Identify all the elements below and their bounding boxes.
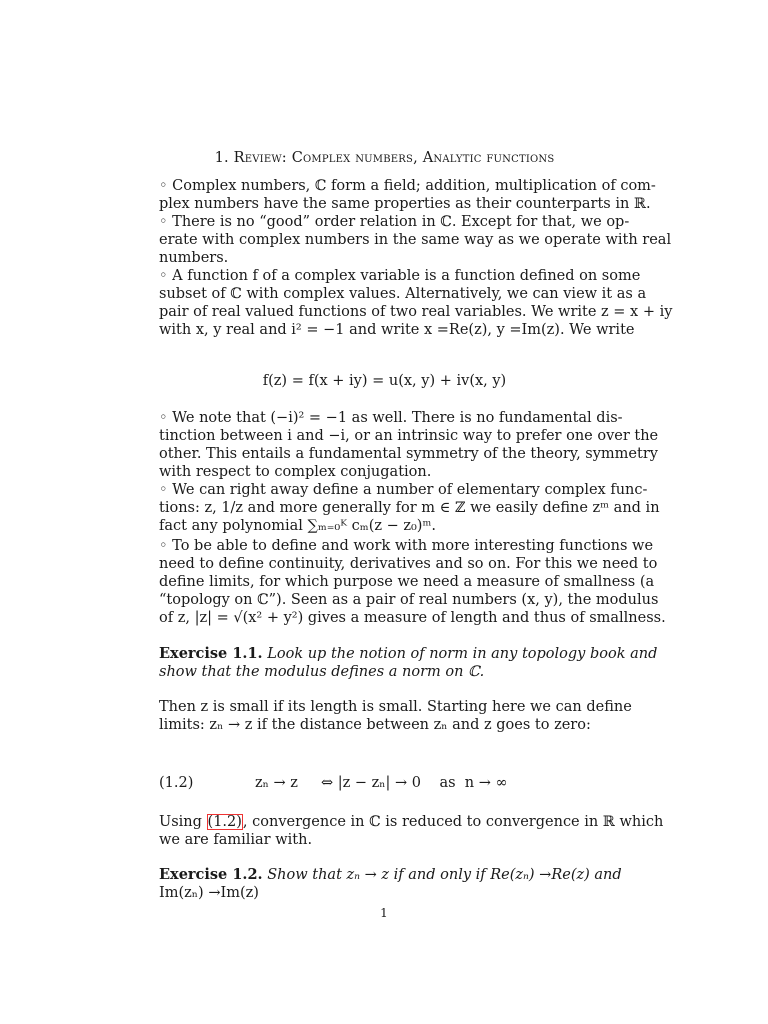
exercise-line: Im(zₙ) →Im(z) [159,885,259,901]
exercise-line [159,866,622,884]
paragraph-line: ◦ Complex numbers, ℂ form a field; addition, multiplication of com- [159,178,656,194]
exercise-1-1 [159,645,658,681]
paragraph-line: pair of real valued functions of two real variables. We write z = x + iy [159,304,673,320]
paragraph-4 [159,409,659,481]
paragraph-line: tinction between i and −i, or an intrinsic way to prefer one over the [159,428,659,444]
paragraph-line: define limits, for which purpose we need a measure of smallness (a [159,574,655,590]
exercise-1-2 [159,866,622,902]
paragraph-line: ◦ To be able to define and work with more interesting functions we [159,538,654,554]
paragraph-2 [159,213,672,267]
equation-fz-text: f(z) = f(x + iy) = u(x, y) + iv(x, y) [262,373,507,389]
paragraph-line: of z, |z| = √(x² + y²) gives a measure of length and thus of smallness. [159,610,666,626]
equation-fz [159,372,610,390]
equation-reference-link[interactable]: (1.2) [207,814,242,830]
paragraph-line: plex numbers have the same properties as their counterparts in ℝ. [159,196,651,212]
paragraph-line: numbers. [159,250,229,266]
exercise-line [159,663,610,681]
paragraph-line: ◦ A function f of a complex variable is a function defined on some [159,268,641,284]
page-number: 1 [380,906,388,920]
paragraph-line: need to define continuity, derivatives and so on. For this we need to [159,556,658,572]
paragraph-line: other. This entails a fundamental symmetry of the theory, symmetry [159,446,658,462]
paragraph-8 [159,813,664,849]
equation-tag: (1.2) [159,775,194,791]
exercise-text: show that the modulus defines a norm on ℂ. [159,664,485,680]
paragraph-line: we are familiar with. [159,832,313,848]
paragraph-line: erate with complex numbers in the same way as we operate with real [159,232,672,248]
paragraph-line: with respect to complex conjugation. [159,464,432,480]
equation-body: zₙ → z ⇔ |z − zₙ| → 0 as n → ∞ [255,775,508,791]
paragraph-line [159,813,664,831]
exercise-text: Show that zₙ → z if and only if Re(zₙ) →Re(z) and [267,867,622,883]
paragraph-line: subset of ℂ with complex values. Alternatively, we can view it as a [159,286,647,302]
paragraph-line: Then z is small if its length is small. Starting here we can define [159,699,632,715]
section-title [159,149,610,167]
exercise-text: Look up the notion of norm in any topology book and [267,646,658,662]
exercise-label: Exercise 1.2. [159,866,263,883]
equation-1-2 [159,773,610,793]
exercise-line [159,645,658,663]
paragraph-line: with x, y real and i² = −1 and write x =Re(z), y =Im(z). We write [159,322,635,338]
paragraph-line: limits: zₙ → z if the distance between zₙ and z goes to zero: [159,717,591,733]
paragraph-line: ◦ We note that (−i)² = −1 as well. There is no fundamental dis- [159,410,623,426]
paragraph-line: ◦ There is no “good” order relation in ℂ. Except for that, we op- [159,214,630,230]
exercise-label: Exercise 1.1. [159,645,263,662]
paragraph-6 [159,537,666,627]
paragraph-line: fact any polynomial ∑ₘ₌₀ᴷ cₘ(z − z₀)ᵐ. [159,518,436,534]
paragraph-line: ◦ We can right away define a number of elementary complex func- [159,482,648,498]
paragraph-1 [159,177,656,213]
paragraph-line: “topology on ℂ”). Seen as a pair of real numbers (x, y), the modulus [159,592,659,608]
paragraph-line: tions: z, 1/z and more generally for m ∈ ℤ we easily define zᵐ and in [159,500,660,516]
paragraph-3 [159,267,673,339]
text-span: Using [159,814,207,830]
text-span: , convergence in ℂ is reduced to convergence in ℝ which [242,814,664,830]
paragraph-5 [159,481,660,535]
paragraph-7 [159,698,632,734]
section-title-text: 1. Review: Complex numbers, Analytic functions [214,150,555,166]
